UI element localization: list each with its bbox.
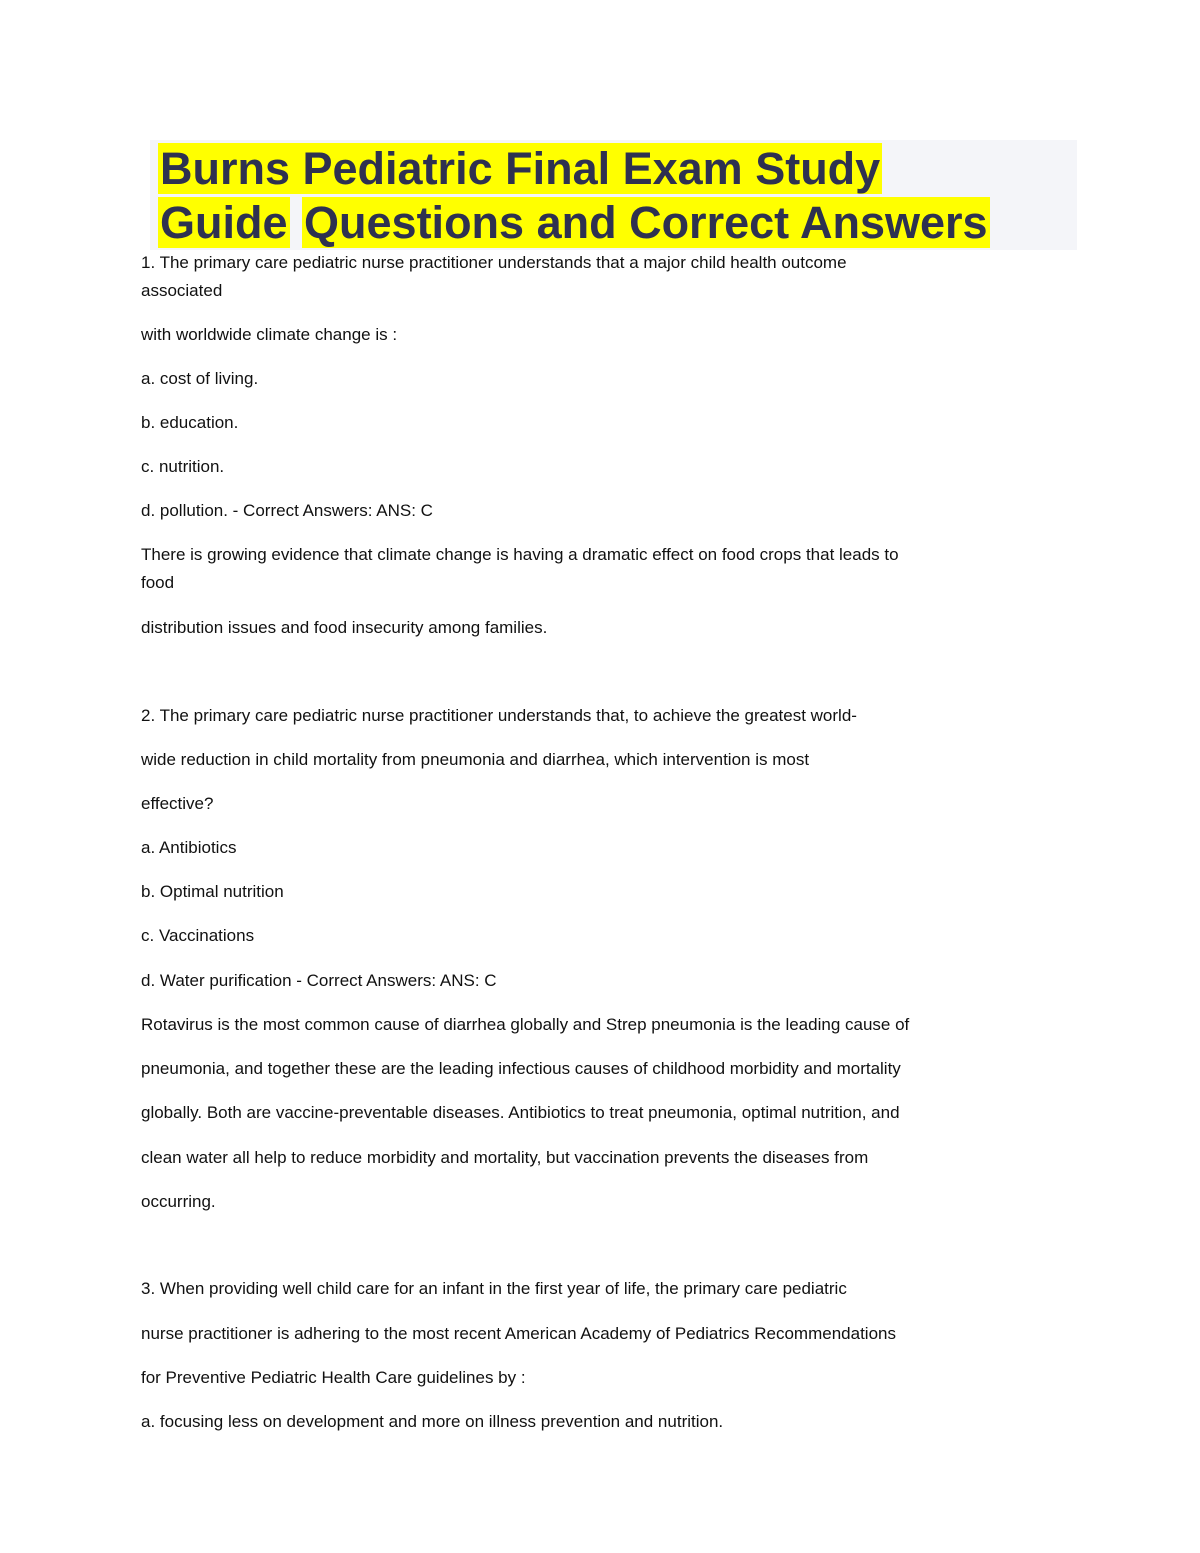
text-line: nurse practitioner is adhering to the most recent American Academy of Pediatrics Recommendations: [141, 1324, 896, 1343]
text-line: There is growing evidence that climate change is having a dramatic effect on food crops that leads to: [141, 545, 899, 564]
title-text: Burns Pediatric Final Exam Study: [160, 143, 881, 194]
text-line: d. Water purification - Correct Answers: ANS: C: [141, 971, 497, 990]
text-line: pneumonia, and together these are the leading infectious causes of childhood morbidity and mortality: [141, 1059, 901, 1078]
text-line: a. focusing less on development and more on illness prevention and nutrition.: [141, 1412, 724, 1431]
title-text: Questions and Correct Answers: [304, 197, 988, 248]
text-line: effective?: [141, 794, 214, 813]
text-line: distribution issues and food insecurity among families.: [141, 618, 548, 637]
text-line: globally. Both are vaccine-preventable diseases. Antibiotics to treat pneumonia, optimal nutrition, and: [141, 1103, 900, 1122]
text-line: a. cost of living.: [141, 369, 259, 388]
title-text: Guide: [160, 197, 288, 248]
text-line: d. pollution. - Correct Answers: ANS: C: [141, 501, 433, 520]
document-title-line-2: [158, 196, 990, 250]
text-line: clean water all help to reduce morbidity and mortality, but vaccination prevents the diseases from: [141, 1148, 869, 1167]
document-title-line-1: [158, 142, 882, 196]
text-line: associated: [141, 281, 223, 300]
text-line: 2. The primary care pediatric nurse practitioner understands that, to achieve the greatest world-: [141, 706, 857, 725]
text-line: occurring.: [141, 1192, 216, 1211]
text-line: wide reduction in child mortality from pneumonia and diarrhea, which intervention is most: [141, 750, 810, 769]
text-line: b. education.: [141, 413, 239, 432]
text-line: 1. The primary care pediatric nurse practitioner understands that a major child health outcome: [141, 253, 847, 272]
text-line: for Preventive Pediatric Health Care guidelines by :: [141, 1368, 526, 1387]
text-line: Rotavirus is the most common cause of diarrhea globally and Strep pneumonia is the leading cause of: [141, 1015, 910, 1034]
text-line: a. Antibiotics: [141, 838, 237, 857]
text-line: 3. When providing well child care for an infant in the first year of life, the primary care pediatric: [141, 1279, 847, 1298]
text-line: with worldwide climate change is :: [141, 325, 398, 344]
text-line: b. Optimal nutrition: [141, 882, 284, 901]
text-line: c. nutrition.: [141, 457, 225, 476]
text-line: food: [141, 573, 175, 592]
text-line: c. Vaccinations: [141, 926, 255, 945]
